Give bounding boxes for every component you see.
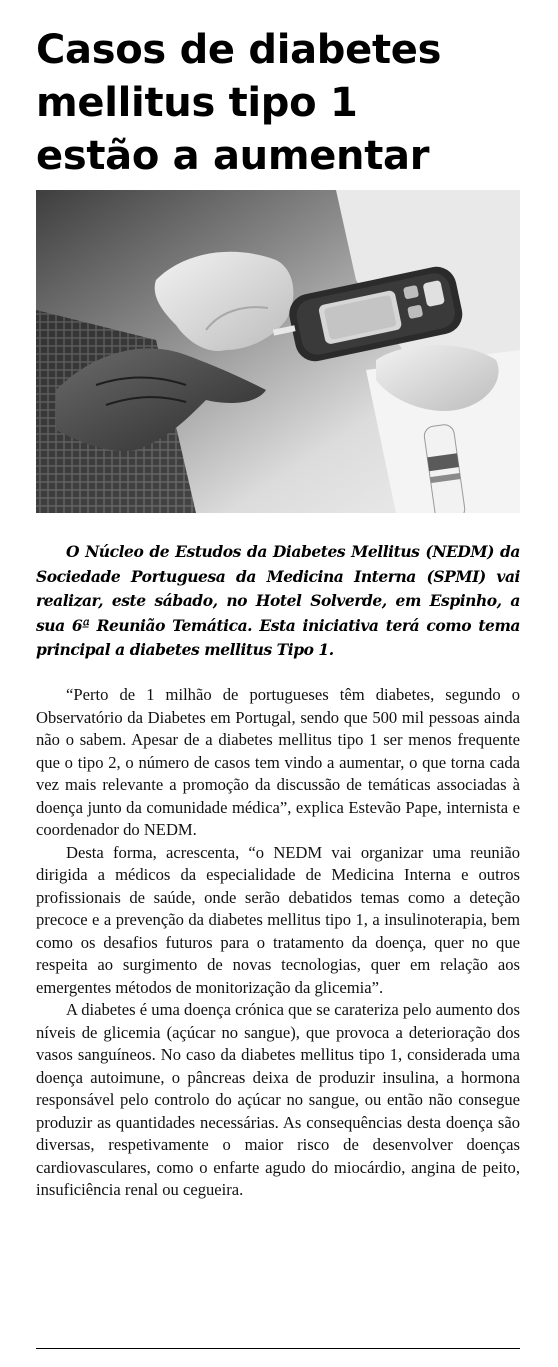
- article-lead: O Núcleo de Estudos da Diabetes Mellitus (NEDM) da Sociedade Portuguesa da Medicina Interna (SPMI) vai realizar, este sábado, no Hotel Solverde, em Espinho, a sua 6ª Reunião Temática. Esta iniciativa terá como tema principal a diabetes mellitus Tipo 1.: [36, 542, 520, 660]
- headline-line: estão a aumentar: [36, 133, 430, 179]
- body-paragraph: Desta forma, acrescenta, “o NEDM vai organizar uma reunião dirigida a médicos da especialidade de Medicina Interna e outros profissionais de saúde, onde serão debatidos temas como a deteção precoce e a prevenção da diabetes mellitus tipo 1, a insulinoterapia, bem como os desafios futuros para o tratamento da doença, quer no que respeita ao surgimento de novas tecnologias, quer em relação aos emergentes métodos de monitorização da glicemia”.: [36, 842, 520, 997]
- body-paragraph: “Perto de 1 milhão de portugueses têm diabetes, segundo o Observatório da Diabetes em Portugal, sendo que 500 mil pessoas ainda não o sabem. Apesar de a diabetes mellitus tipo 1 ser menos frequente que o tipo 2, o número de casos tem vindo a aumentar, o que torna cada vez mais relevante a promoção da discussão de temáticas associadas à doença junto da comunidade médica”, explica Estevão Pape, internista e coordenador do NEDM.: [36, 685, 520, 839]
- bottom-rule: [36, 1348, 520, 1349]
- headline-line: mellitus tipo 1: [36, 80, 358, 126]
- headline-line: Casos de diabetes: [36, 27, 442, 73]
- headline: [36, 0, 520, 183]
- body-paragraph: A diabetes é uma doença crónica que se carateriza pelo aumento dos níveis de glicemia (açúcar no sangue), que provoca a deterioração dos vasos sanguíneos. No caso da diabetes mellitus tipo 1, considerada uma doença autoimune, o pâncreas deixa de produzir insulina, a hormona responsável pelo controlo do açúcar no sangue, ou então não consegue produzir as quantidades necessárias. As consequências desta doença são diversas, respetivamente o maior risco de desenvolver doenças cardiovasculares, como o enfarte agudo do miocárdio, angina de peito, insuficiência renal ou cegueira.: [36, 1000, 520, 1199]
- article-photo: [36, 190, 520, 513]
- article-body: [36, 684, 520, 1202]
- article: [36, 0, 520, 1367]
